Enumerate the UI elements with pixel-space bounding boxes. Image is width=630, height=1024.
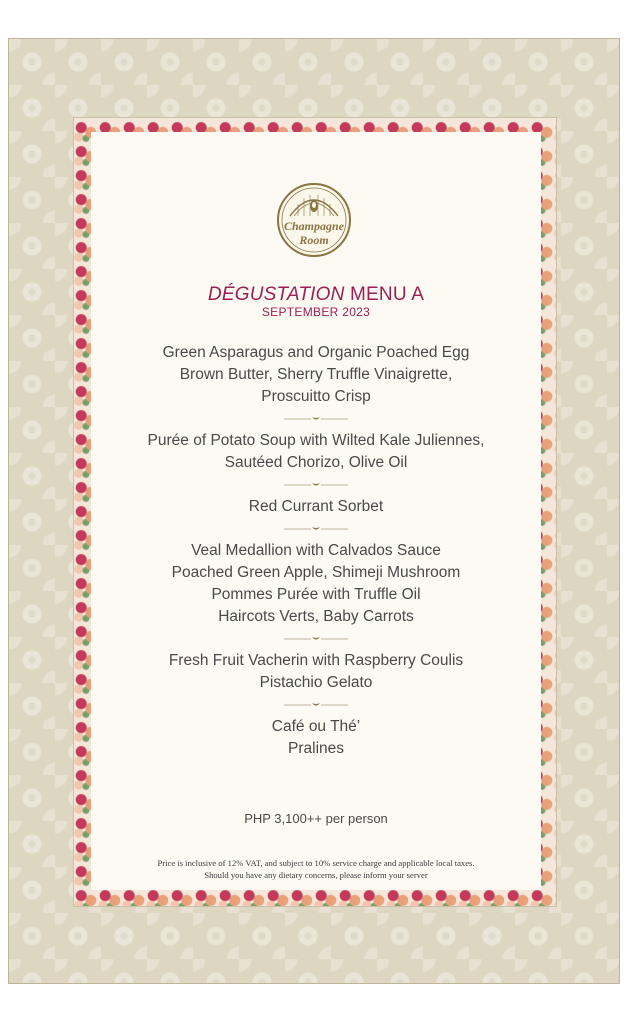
course-3 bbox=[91, 496, 541, 518]
logo-text-line1: Champagne bbox=[283, 219, 345, 233]
menu-title-italic: DÉGUSTATION bbox=[207, 284, 345, 305]
course-line: Purée of Potato Soup with Wilted Kale Juliennes, bbox=[147, 432, 485, 449]
course-line: Pistachio Gelato bbox=[259, 674, 373, 691]
ornament-divider bbox=[91, 518, 541, 540]
course-line: Sautéed Chorizo, Olive Oil bbox=[224, 454, 408, 471]
tax-note bbox=[91, 857, 541, 881]
course-2 bbox=[91, 430, 541, 474]
menu-title-rest: MENU A bbox=[344, 284, 425, 305]
course-line: Green Asparagus and Organic Poached Egg bbox=[162, 344, 470, 361]
course-line: Proscuitto Crisp bbox=[261, 388, 371, 405]
course-line: Veal Medallion with Calvados Sauce bbox=[191, 542, 441, 559]
course-line: Fresh Fruit Vacherin with Raspberry Coulis bbox=[168, 652, 464, 669]
course-line: Red Currant Sorbet bbox=[248, 498, 384, 515]
ornament-divider bbox=[91, 408, 541, 430]
course-line: Haircots Verts, Baby Carrots bbox=[218, 608, 414, 625]
course-1 bbox=[91, 342, 541, 408]
course-4 bbox=[91, 540, 541, 628]
menu-date: SEPTEMBER 2023 bbox=[261, 305, 371, 319]
course-6 bbox=[91, 716, 541, 760]
tax-note-line1: Price is inclusive of 12% VAT, and subject to 10% service charge and applicable local taxes. bbox=[157, 858, 475, 868]
menu-title bbox=[91, 284, 541, 306]
course-5 bbox=[91, 650, 541, 694]
course-line: Poached Green Apple, Shimeji Mushroom bbox=[171, 564, 461, 581]
course-list bbox=[91, 342, 541, 760]
course-line: Pralines bbox=[288, 740, 344, 757]
menu-price: PHP 3,100++ per person bbox=[244, 811, 388, 826]
logo-text-line2: Room bbox=[299, 233, 329, 247]
course-line: Café ou Thé’ bbox=[271, 718, 361, 735]
ornament-divider bbox=[91, 474, 541, 496]
menu-card bbox=[91, 132, 541, 890]
ornament-divider bbox=[91, 694, 541, 716]
course-line: Pommes Purée with Truffle Oil bbox=[211, 586, 421, 603]
champagne-room-logo bbox=[276, 182, 352, 258]
tax-note-line2: Should you have any dietary concerns, please inform your server bbox=[204, 870, 428, 880]
course-line: Brown Butter, Sherry Truffle Vinaigrette, bbox=[179, 366, 453, 383]
ornament-divider bbox=[91, 628, 541, 650]
